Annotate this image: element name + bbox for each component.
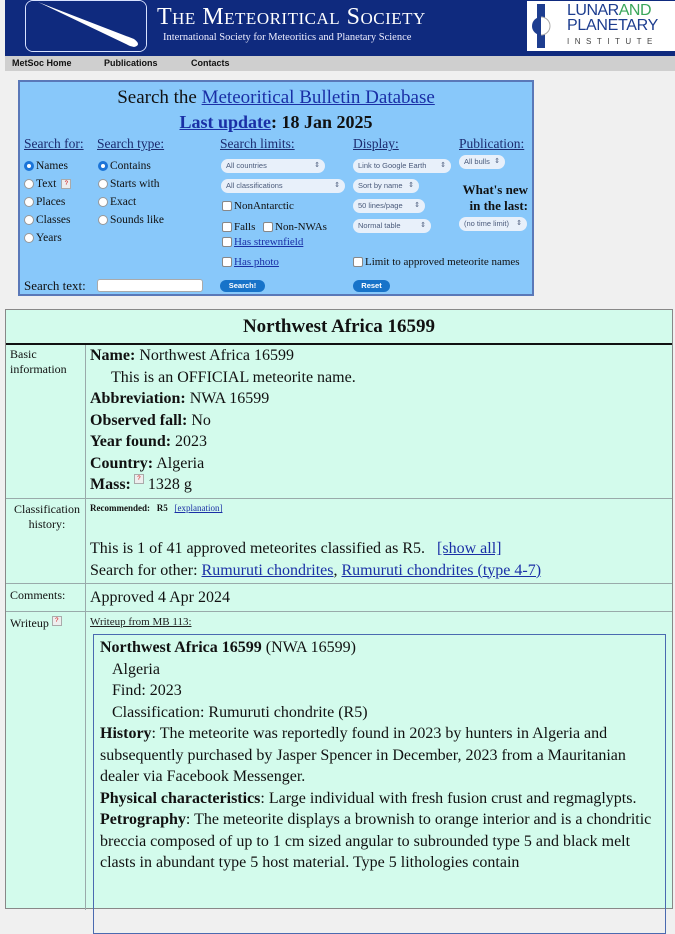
radio-button[interactable] [98,215,108,225]
search-panel [18,80,534,296]
writeup-country: Algeria [112,660,160,678]
time-limit-select[interactable]: (no time limit) ⇕ [459,217,527,231]
search-text-input[interactable] [97,279,203,292]
rumuruti-type-4-7-link[interactable]: Rumuruti chondrites (type 4-7) [341,561,542,579]
writeup-classification: Classification: Rumuruti chondrite (R5) [112,703,368,721]
header-banner [5,0,675,56]
lpi-lunar: LUNAR [567,2,619,19]
search-type-header[interactable]: Search type: [97,136,165,151]
radio-text[interactable]: Text ? [24,178,71,190]
abbreviation: NWA 16599 [185,390,270,407]
writeup-petrography: Petrography: The meteorite displays a brownish to orange interior and is a chondritic breccia composed of up to 1 cm sized angular to subrounded type 5 and black melt clasts in abundant type 5 host material. Type 5 lithologies contain [100,811,652,871]
sort-select[interactable]: Sort by name ⇕ [353,179,419,193]
site-subtitle: International Society for Meteoritics and Planetary Science [163,32,412,43]
show-all-link[interactable]: [show all] [437,540,502,557]
search-button[interactable]: Search! [220,280,265,292]
help-icon[interactable]: ? [134,474,144,484]
lpi-moon-icon [527,1,557,51]
writeup-history: History: The meteorite was reportedly found in 2023 by hunters in Algeria and subsequently purchased by Jasper Spencer in December, 2023 from a Mauritanian dealer via Facebook Messenger. [100,725,626,785]
writeup-physical: Physical characteristics: Large individual with fresh fusion crust and regmaglypts. [100,789,637,807]
explanation-link[interactable]: [explanation] [174,503,223,513]
classification-select[interactable]: All classifications ⇕ [221,179,345,193]
search-text-label: Search text: [24,278,86,293]
radio-names[interactable]: Names [24,160,68,172]
lpi-logo[interactable] [527,1,675,51]
radio-button[interactable] [24,179,34,189]
radio-button[interactable] [98,197,108,207]
metsoc-logo[interactable] [25,0,147,52]
meteorite-name: Northwest Africa 16599 [135,347,294,364]
select-chevron-icon: ⇕ [440,162,446,169]
bulletin-database-link[interactable]: Meteoritical Bulletin Database [201,87,435,108]
select-chevron-icon: ⇕ [420,222,426,229]
lpi-planetary: PLANETARY [567,17,658,34]
select-chevron-icon: ⇕ [314,162,320,169]
last-update-value: : 18 Jan 2025 [271,112,373,132]
writeup-source-link[interactable]: Writeup from MB 113: [90,616,192,628]
writeup-find: Find: 2023 [112,682,182,699]
top-nav [5,56,675,71]
radio-places[interactable]: Places [24,196,65,208]
search-limits-header[interactable]: Search limits: [220,136,295,151]
site-title: The Meteoritical Society [157,4,426,30]
falls-checkbox[interactable]: Falls [222,221,255,233]
radio-exact[interactable]: Exact [98,196,136,208]
writeup-label: Writeup ? [10,616,62,631]
non-nwas-checkbox[interactable]: Non-NWAs [263,221,327,233]
record-title: Northwest Africa 16599 [6,310,672,345]
meteor-streak-icon [26,1,146,51]
year-found: 2023 [171,433,208,450]
select-chevron-icon: ⇕ [334,182,340,189]
nav-publications[interactable]: Publications [104,58,158,68]
mass: 1328 g [143,476,192,493]
radio-classes[interactable]: Classes [24,214,71,226]
link-select[interactable]: Link to Google Earth ⇕ [353,159,451,173]
lines-per-page-select[interactable]: 50 lines/page ⇕ [353,199,425,213]
basic-info-values: Name: Northwest Africa 16599 This is an OFFICIAL meteorite name. Abbreviation: NWA 16599 Observed fall: No Year found: 2023 Country: Algeria Mass: ? 1328 g [90,347,356,493]
last-update-link[interactable]: Last update [179,112,271,132]
classification-label: Classification history: [14,502,80,531]
select-chevron-icon: ⇕ [408,182,414,189]
meteorite-record [5,309,673,909]
whats-new-label: What's new in the last: [462,182,528,213]
rumuruti-chondrites-link[interactable]: Rumuruti chondrites [201,561,334,579]
has-strewnfield-checkbox[interactable]: Has strewnfield [222,236,303,248]
publication-header[interactable]: Publication: [459,136,525,151]
recommended-value: R5 [156,503,168,513]
writeup-name: Northwest Africa 16599 [100,639,262,656]
reset-button[interactable]: Reset [353,280,390,292]
select-chevron-icon: ⇕ [516,220,522,227]
last-update [20,112,532,133]
radio-button[interactable] [24,215,34,225]
radio-years[interactable]: Years [24,232,62,244]
radio-starts-with[interactable]: Starts with [98,178,160,190]
nonantarctic-checkbox[interactable]: NonAntarctic [222,200,294,212]
writeup-box: Northwest Africa 16599 (NWA 16599) Algeria Find: 2023 Classification: Rumuruti chondrite (R5) History: The meteorite was reportedly found in 2023 by hunters in Algeria and subsequently purchased by Jasper Spencer in December, 2023 from a Mauritanian dealer via Facebook Messenger. Physical characteristics: Large individual with fresh fusion crust and regmaglypts. Petrography: The meteorite displays a brownish to orange interior and is a chondritic breccia composed of up to 1 cm sized angular to subrounded type 5 and black melt clasts in abundant type 5 host material. Type 5 lithologies contain [93,634,666,934]
search-for-header[interactable]: Search for: [24,136,84,151]
country-select[interactable]: All countries ⇕ [221,159,325,173]
official-note: This is an OFFICIAL meteorite name. [111,368,356,386]
radio-sounds-like[interactable]: Sounds like [98,214,164,226]
radio-button[interactable] [98,161,108,171]
radio-button[interactable] [24,233,34,243]
has-photo-checkbox[interactable]: Has photo [222,256,279,268]
comments-value: Approved 4 Apr 2024 [90,589,230,606]
select-chevron-icon: ⇕ [494,158,500,165]
radio-button[interactable] [24,197,34,207]
country: Algeria [153,454,205,472]
basic-info-label: Basic information [10,347,67,376]
display-header[interactable]: Display: [353,136,399,151]
nav-metsoc-home[interactable]: MetSoc Home [12,58,72,68]
writeup-source [90,615,192,630]
help-icon[interactable]: ? [61,179,71,189]
comments-label: Comments: [10,588,66,602]
search-title: Search the Meteoritical Bulletin Database [117,87,435,108]
nav-contacts[interactable]: Contacts [191,58,230,68]
table-style-select[interactable]: Normal table ⇕ [353,219,431,233]
classification-summary: This is 1 of 41 approved meteorites classified as R5. [show all] Search for other: Rumuruti chondrites, Rumuruti chondrites (type 4-7) [90,540,542,579]
recommended-class: Recommended: R5 [explanation] [90,503,223,513]
radio-contains[interactable]: Contains [98,160,151,172]
help-icon[interactable]: ? [52,616,62,626]
lpi-and: AND [618,2,652,19]
lpi-institute: INSTITUTE [567,37,658,46]
select-chevron-icon: ⇕ [414,202,420,209]
radio-button[interactable] [24,161,34,171]
radio-button[interactable] [98,179,108,189]
bulletin-select[interactable]: All bulls ⇕ [459,155,505,169]
limit-approved-checkbox[interactable]: Limit to approved meteorite names [353,256,520,268]
observed-fall: No [187,411,211,429]
